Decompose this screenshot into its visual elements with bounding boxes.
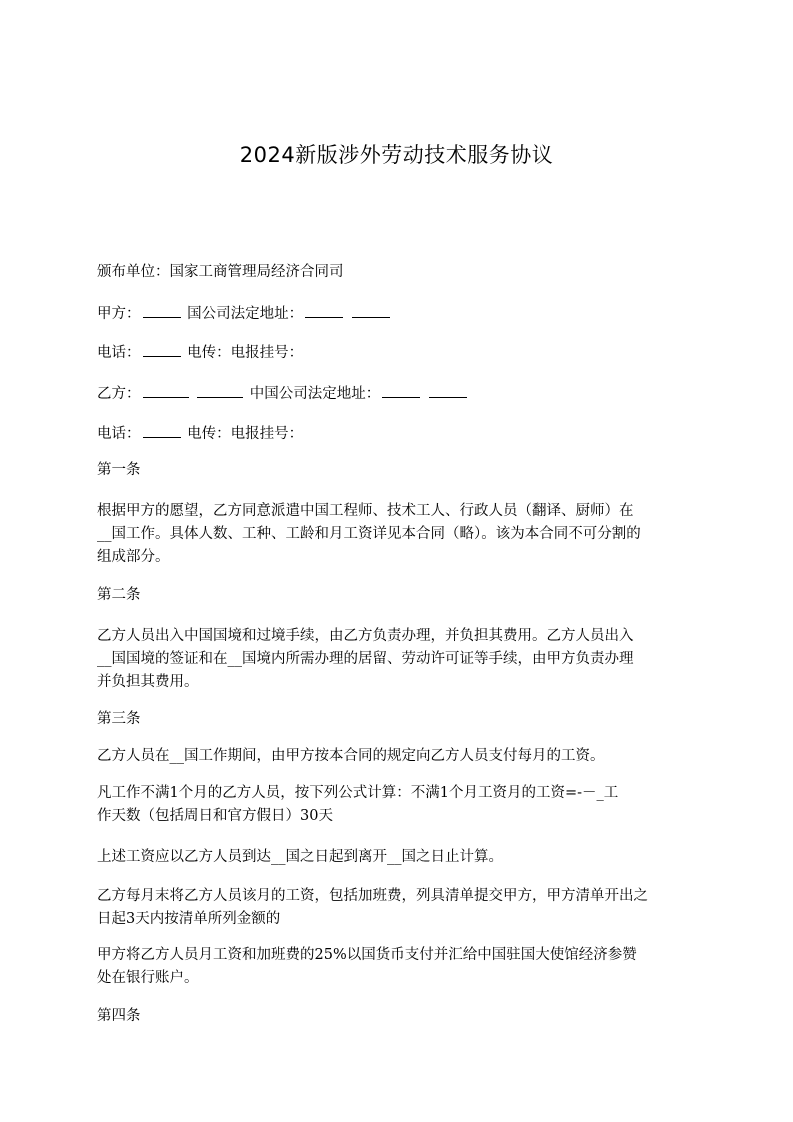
article-2-line-1: 乙方人员出入中国国境和过境手续，由乙方负责办理，并负担其费用。乙方人员出入 (97, 628, 634, 644)
article-3-heading: 第三条 (97, 711, 141, 727)
phone-rest-1: 电传：电报挂号： (187, 345, 304, 361)
article-2-body (97, 625, 707, 694)
article-3-para-2 (97, 782, 707, 828)
party-b-name-blank-2 (197, 382, 243, 398)
article-3-para-1: 乙方人员在__国工作期间，由甲方按本合同的规定向乙方人员支付每月的工资。 (97, 748, 605, 764)
phone-label-2: 电话： (97, 426, 141, 442)
phone-blank-1 (143, 341, 181, 357)
phone-blank-2 (143, 422, 181, 438)
party-a-line (97, 302, 707, 326)
party-a-address-blank-1 (305, 302, 343, 318)
article-3-para-3: 上述工资应以乙方人员到达__国之日起到离开__国之日止计算。 (97, 849, 503, 865)
article-1-heading: 第一条 (97, 462, 141, 478)
article-1-line-1: 根据甲方的愿望，乙方同意派遣中国工程师、技术工人、行政人员（翻译、厨师）在 (97, 503, 634, 519)
article-2-line-2: __国国境的签证和在__国境内所需办理的居留、劳动许可证等手续，由甲方负责办理 (97, 651, 634, 667)
article-1-line-3: 组成部分。 (97, 549, 170, 565)
article-3-para-2-line-1: 凡工作不满1个月的乙方人员，按下列公式计算：不满1个月工资月的工资=-－_工 (97, 785, 619, 801)
party-b-line (97, 382, 707, 406)
article-3-para-4-line-1: 乙方每月末将乙方人员该月的工资，包括加班费，列具清单提交甲方，甲方清单开出之 (97, 888, 648, 904)
phone-rest-2: 电传：电报挂号： (187, 426, 304, 442)
article-3-para-5-line-1: 甲方将乙方人员月工资和加班费的25%以国货币支付并汇给中国驻国大使馆经济参赞 (97, 947, 637, 963)
article-3-para-5 (97, 944, 707, 990)
article-1-line-2: __国工作。具体人数、工种、工龄和月工资详见本合同（略）。该为本合同不可分割的 (97, 526, 641, 542)
article-2-line-3: 并负担其费用。 (97, 674, 199, 690)
party-b-name-blank-1 (143, 382, 189, 398)
party-b-address-blank-1 (382, 382, 420, 398)
party-a-address-blank-2 (352, 302, 390, 318)
article-4-heading: 第四条 (97, 1008, 141, 1024)
party-a-label: 甲方： (97, 306, 141, 322)
party-b-address-blank-2 (429, 382, 467, 398)
party-a-address-label: 国公司法定地址： (187, 306, 304, 322)
issuer-line: 颁布单位：国家工商管理局经济合同司 (97, 264, 344, 280)
phone-label-1: 电话： (97, 345, 141, 361)
article-3-para-4-line-2: 日起3天内按清单所列金额的 (97, 911, 281, 927)
document-title: 2024新版涉外劳动技术服务协议 (239, 143, 554, 167)
article-3-para-4 (97, 885, 707, 931)
article-2-heading: 第二条 (97, 587, 141, 603)
party-b-label: 乙方： (97, 386, 141, 402)
phone-line-2 (97, 422, 707, 446)
article-3-para-2-line-2: 作天数（包括周日和官方假日）30天 (97, 808, 333, 824)
party-b-address-label: 中国公司法定地址： (249, 386, 381, 402)
party-a-name-blank (143, 302, 181, 318)
article-1-body (97, 500, 707, 569)
phone-line-1 (97, 341, 707, 365)
article-3-para-5-line-2: 处在银行账户。 (97, 970, 199, 986)
